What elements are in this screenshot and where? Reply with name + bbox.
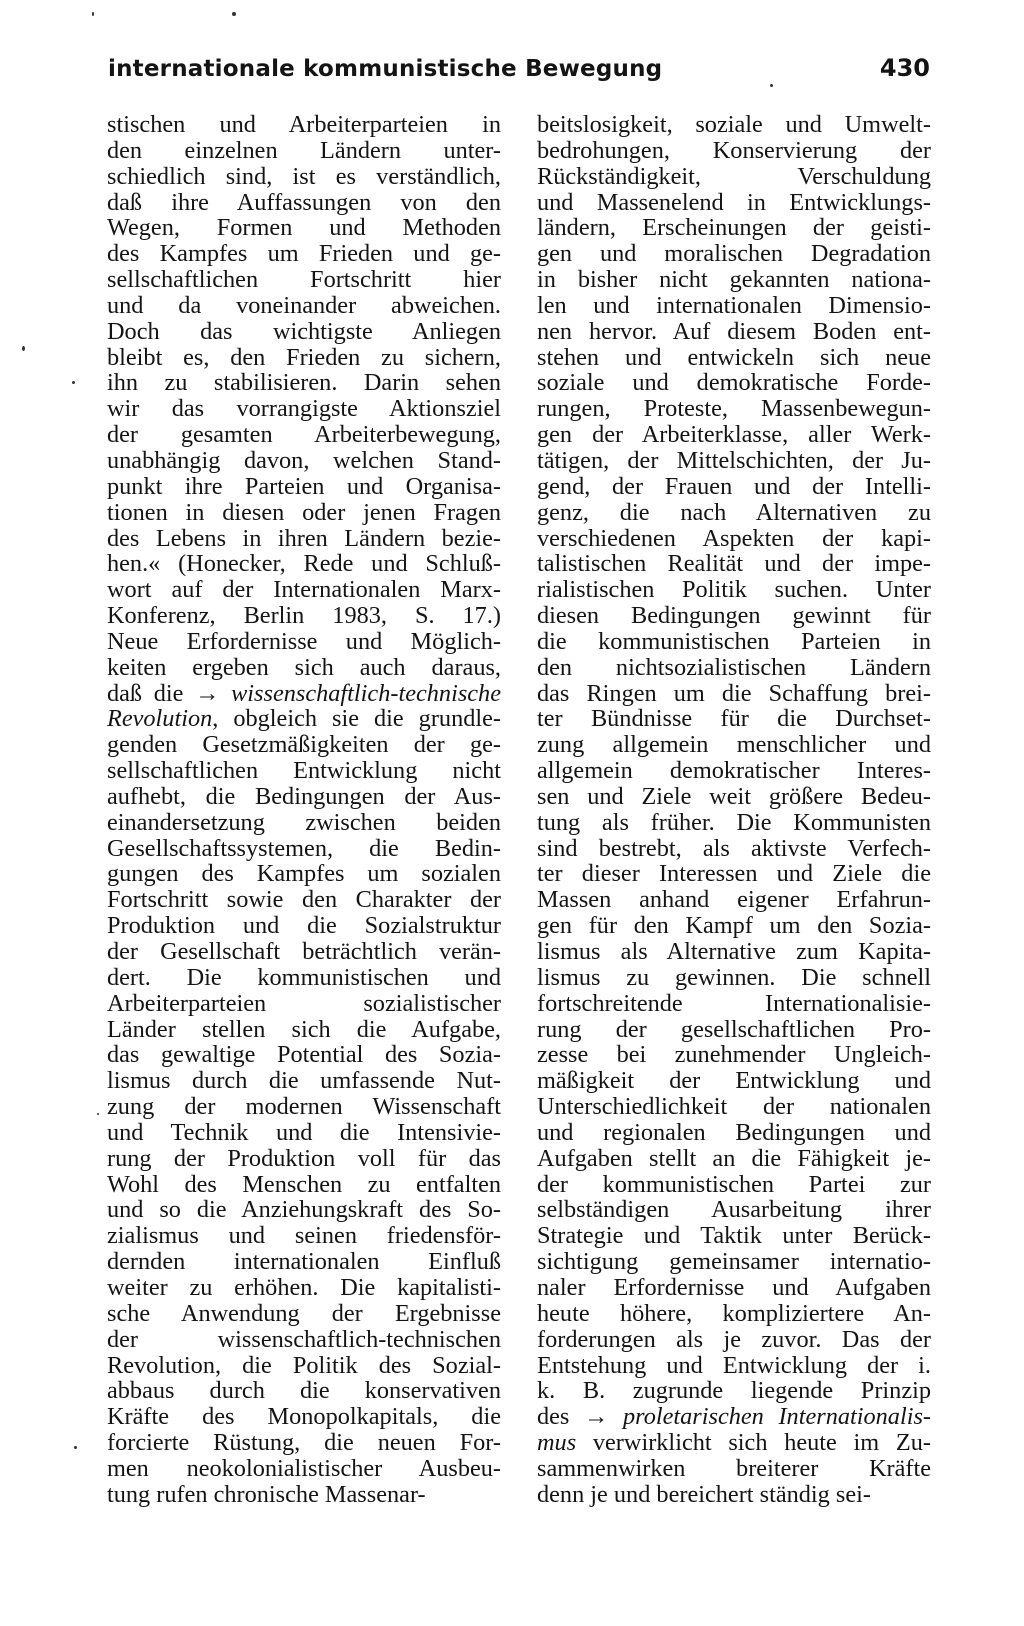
text-segment: talistischen Realität und der impe- xyxy=(537,550,931,578)
text-segment: Revolution, die Politik des Sozial- xyxy=(107,1351,501,1379)
text-line xyxy=(537,526,931,552)
text-segment: des → xyxy=(537,1403,623,1431)
text-segment: daß ihre Auffassungen von den xyxy=(107,188,501,216)
text-segment: sen und Ziele weit größere Bedeu- xyxy=(537,782,931,810)
text-segment: der Gesellschaft beträchtlich verän- xyxy=(107,938,501,965)
text-line xyxy=(537,1120,931,1146)
text-line xyxy=(107,474,501,500)
text-line xyxy=(107,1249,501,1275)
text-line xyxy=(107,732,501,758)
text-line xyxy=(537,887,931,913)
text-line xyxy=(537,991,931,1017)
text-segment: sellschaftlichen Entwicklung nicht xyxy=(107,757,501,785)
text-line xyxy=(107,681,501,707)
text-segment: stehen und entwickeln sich neue xyxy=(537,343,931,371)
scan-speck xyxy=(74,1446,77,1449)
text-segment: Rückständigkeit, Verschuldung xyxy=(537,162,931,190)
text-segment: gend, der Frauen und der Intelli- xyxy=(537,472,931,500)
text-segment: weiter zu erhöhen. Die kapitalisti- xyxy=(107,1273,501,1301)
text-line xyxy=(107,319,501,345)
text-segment: und Massenelend in Entwicklungs- xyxy=(537,188,931,216)
text-line xyxy=(537,474,931,500)
text-line xyxy=(537,758,931,784)
text-segment: Massen anhand eigener Erfahrun- xyxy=(537,886,931,914)
text-line xyxy=(107,396,501,422)
text-segment: gungen des Kampfes um sozialen xyxy=(107,860,501,888)
scan-speck xyxy=(22,346,25,351)
text-segment: Entstehung und Entwicklung der i. xyxy=(537,1351,931,1379)
text-segment: genden Gesetzmäßigkeiten der ge- xyxy=(107,731,501,759)
text-segment: das gewaltige Potential des Sozia- xyxy=(107,1041,501,1069)
text-segment: allgemein demokratischer Interes- xyxy=(537,757,931,785)
text-segment: und Technik und die Intensivie- xyxy=(107,1118,501,1146)
text-line xyxy=(537,1482,931,1508)
text-segment: forcierte Rüstung, die neuen For- xyxy=(107,1429,501,1457)
text-segment: stischen und Arbeiterparteien in xyxy=(107,111,501,138)
text-segment: den einzelnen Ländern unter- xyxy=(107,136,501,164)
text-segment: zialismus und seinen friedensför- xyxy=(107,1222,501,1250)
text-segment: der kommunistischen Partei zur xyxy=(537,1170,931,1198)
text-line xyxy=(107,138,501,164)
text-line xyxy=(107,1456,501,1482)
text-line xyxy=(537,1146,931,1172)
text-line xyxy=(107,112,501,138)
text-segment: Wegen, Formen und Methoden xyxy=(107,214,501,242)
text-line xyxy=(107,784,501,810)
text-segment: abbaus durch die konservativen xyxy=(107,1377,501,1405)
text-line xyxy=(537,1378,931,1404)
text-segment: Kräfte des Monopolkapitals, die xyxy=(107,1403,501,1431)
text-line xyxy=(537,215,931,241)
text-line xyxy=(107,1146,501,1172)
text-line xyxy=(537,112,931,138)
running-head-title: internationale kommunistische Bewegung xyxy=(108,56,663,82)
text-line xyxy=(537,422,931,448)
text-segment: Unterschiedlichkeit der nationalen xyxy=(537,1093,931,1121)
text-line xyxy=(537,1223,931,1249)
text-line xyxy=(537,1068,931,1094)
text-line xyxy=(537,500,931,526)
text-line xyxy=(537,732,931,758)
text-line xyxy=(537,629,931,655)
text-segment: der gesamten Arbeiterbewegung, xyxy=(107,421,501,449)
text-line xyxy=(537,706,931,732)
text-segment: , obgleich sie die grundle- xyxy=(212,705,501,733)
text-segment: lismus zu gewinnen. Die schnell xyxy=(537,963,931,991)
text-line xyxy=(107,887,501,913)
text-segment: ter Bündnisse für die Durchset- xyxy=(537,705,931,733)
text-segment: forderungen als je zuvor. Das der xyxy=(537,1325,931,1353)
text-line xyxy=(537,370,931,396)
text-line xyxy=(107,1301,501,1327)
running-header xyxy=(108,56,930,96)
text-segment: Wohl des Menschen zu entfalten xyxy=(107,1170,501,1198)
italic-term: mus xyxy=(537,1429,577,1457)
text-segment: des Kampfes um Frieden und ge- xyxy=(107,240,501,268)
text-line xyxy=(537,1094,931,1120)
text-segment: sche Anwendung der Ergebnisse xyxy=(107,1299,501,1327)
text-line xyxy=(107,1017,501,1043)
text-line xyxy=(107,965,501,991)
scan-speck xyxy=(232,12,236,16)
text-line xyxy=(107,577,501,603)
text-line xyxy=(537,448,931,474)
text-segment: denn je und bereichert ständig sei- xyxy=(537,1480,871,1508)
text-line xyxy=(107,1327,501,1353)
scan-speck xyxy=(97,1113,99,1115)
text-segment: Arbeiterparteien sozialistischer xyxy=(107,989,501,1017)
text-line xyxy=(107,1404,501,1430)
text-line xyxy=(107,370,501,396)
text-segment: Aufgaben stellt an die Fähigkeit je- xyxy=(537,1144,931,1172)
text-line xyxy=(107,345,501,371)
text-segment: Doch das wichtigste Anliegen xyxy=(107,317,501,345)
text-line xyxy=(107,1223,501,1249)
text-line xyxy=(537,319,931,345)
text-segment: Strategie und Taktik unter Berück- xyxy=(537,1222,931,1250)
text-line xyxy=(537,810,931,836)
text-segment: bleibt es, den Frieden zu sichern, xyxy=(107,343,501,371)
text-segment: gen für den Kampf um den Sozia- xyxy=(537,912,931,940)
text-segment: Produktion und die Sozialstruktur xyxy=(107,912,501,940)
text-segment: daß die → xyxy=(107,679,232,707)
text-line xyxy=(537,551,931,577)
text-line xyxy=(107,448,501,474)
text-line xyxy=(107,500,501,526)
text-line xyxy=(107,913,501,939)
text-segment: rungen, Proteste, Massenbewegun- xyxy=(537,395,931,423)
text-segment: tung rufen chronische Massenar- xyxy=(107,1480,426,1508)
text-line xyxy=(107,1197,501,1223)
text-line xyxy=(537,190,931,216)
text-segment: und so die Anziehungskraft des So- xyxy=(107,1196,501,1224)
text-segment: sellschaftlichen Fortschritt hier xyxy=(107,266,501,294)
text-segment: die kommunistischen Parteien in xyxy=(537,627,931,655)
text-segment: heute höhere, kompliziertere An- xyxy=(537,1299,931,1327)
text-segment: genz, die nach Alternativen zu xyxy=(537,498,931,526)
text-line xyxy=(107,861,501,887)
text-segment: tätigen, der Mittelschichten, der Ju- xyxy=(537,446,931,474)
text-line xyxy=(537,1172,931,1198)
text-line xyxy=(107,1353,501,1379)
text-line xyxy=(107,1172,501,1198)
text-line xyxy=(537,293,931,319)
text-segment: zung der modernen Wissenschaft xyxy=(107,1093,501,1121)
text-line xyxy=(537,1249,931,1275)
text-line xyxy=(537,577,931,603)
text-line xyxy=(107,603,501,629)
text-segment: wir das vorrangigste Aktionsziel xyxy=(107,395,501,423)
text-segment: dert. Die kommunistischen und xyxy=(107,963,501,991)
text-segment: tionen in diesen oder jenen Fragen xyxy=(107,498,501,526)
text-line xyxy=(107,551,501,577)
page-number: 430 xyxy=(879,54,930,82)
text-segment: wort auf der Internationalen Marx- xyxy=(107,576,501,604)
text-line xyxy=(107,293,501,319)
text-line xyxy=(107,422,501,448)
text-segment: den nichtsozialistischen Ländern xyxy=(537,653,931,681)
text-line xyxy=(537,1353,931,1379)
text-line xyxy=(107,1430,501,1456)
text-segment: selbständigen Ausarbeitung ihrer xyxy=(537,1196,931,1224)
text-segment: lismus als Alternative zum Kapita- xyxy=(537,938,931,965)
text-line xyxy=(537,784,931,810)
text-line xyxy=(107,836,501,862)
text-segment: verschiedenen Aspekten der kapi- xyxy=(537,524,931,552)
text-segment: und da voneinander abweichen. xyxy=(107,291,501,319)
text-segment: ihn zu stabilisieren. Darin sehen xyxy=(107,369,501,397)
text-line xyxy=(537,396,931,422)
text-segment: ländern, Erscheinungen der geisti- xyxy=(537,214,931,242)
text-line xyxy=(537,1197,931,1223)
text-line xyxy=(107,164,501,190)
text-line xyxy=(537,965,931,991)
text-line xyxy=(537,1017,931,1043)
text-segment: lismus durch die umfassende Nut- xyxy=(107,1067,501,1095)
italic-term: wissenschaftlich-technische xyxy=(231,679,501,707)
text-line xyxy=(537,861,931,887)
text-line xyxy=(537,1275,931,1301)
text-line xyxy=(107,758,501,784)
text-segment: naler Erfordernisse und Aufgaben xyxy=(537,1273,931,1301)
text-segment: unabhängig davon, welchen Stand- xyxy=(107,446,501,474)
text-segment: keiten ergeben sich auch daraus, xyxy=(107,653,501,681)
text-line xyxy=(107,629,501,655)
text-segment: Länder stellen sich die Aufgabe, xyxy=(107,1015,501,1043)
text-line xyxy=(537,939,931,965)
text-segment: sind bestrebt, als aktivste Verfech- xyxy=(537,834,931,862)
text-line xyxy=(537,241,931,267)
text-segment: Konferenz, Berlin 1983, S. 17.) xyxy=(107,602,501,630)
text-line xyxy=(107,810,501,836)
text-line xyxy=(107,655,501,681)
text-line xyxy=(537,345,931,371)
text-line xyxy=(537,1430,931,1456)
text-line xyxy=(107,1120,501,1146)
text-segment: sichtigung gemeinsamer internatio- xyxy=(537,1248,931,1276)
text-line xyxy=(537,164,931,190)
text-segment: beitslosigkeit, soziale und Umwelt- xyxy=(537,111,931,138)
text-line xyxy=(107,215,501,241)
text-line xyxy=(537,1327,931,1353)
text-segment: Neue Erfordernisse und Möglich- xyxy=(107,627,501,655)
text-line xyxy=(537,655,931,681)
text-segment: dernden internationalen Einfluß xyxy=(107,1248,501,1276)
text-line xyxy=(107,991,501,1017)
scan-speck xyxy=(770,84,773,87)
text-line xyxy=(537,138,931,164)
text-segment: in bisher nicht gekannten nationa- xyxy=(537,266,931,294)
text-line xyxy=(537,836,931,862)
text-segment: k. B. zugrunde liegende Prinzip xyxy=(537,1377,931,1405)
text-line xyxy=(107,939,501,965)
text-column-left xyxy=(107,112,501,1508)
text-segment: rung der gesellschaftlichen Pro- xyxy=(537,1015,931,1043)
text-line xyxy=(537,681,931,707)
text-segment: rialistischen Politik suchen. Unter xyxy=(537,576,931,604)
text-segment: bedrohungen, Konservierung der xyxy=(537,136,931,164)
text-line xyxy=(107,1482,501,1508)
italic-term: proletarischen Internationalis- xyxy=(623,1403,931,1431)
text-line xyxy=(537,913,931,939)
text-segment: einandersetzung zwischen beiden xyxy=(107,808,501,836)
text-segment: verwirklicht sich heute im Zu- xyxy=(576,1429,931,1457)
text-segment: diesen Bedingungen gewinnt für xyxy=(537,602,931,630)
text-line xyxy=(537,1456,931,1482)
text-segment: und regionalen Bedingungen und xyxy=(537,1118,931,1146)
text-line xyxy=(107,1068,501,1094)
text-line xyxy=(107,1094,501,1120)
text-column-right xyxy=(537,112,931,1508)
text-segment: rung der Produktion voll für das xyxy=(107,1144,501,1172)
text-line xyxy=(107,706,501,732)
text-segment: men neokolonialistischer Ausbeu- xyxy=(107,1454,501,1482)
text-line xyxy=(537,1404,931,1430)
scan-speck xyxy=(92,12,94,16)
text-line xyxy=(107,241,501,267)
text-segment: des Lebens in ihren Ländern bezie- xyxy=(107,524,501,552)
text-segment: zung allgemein menschlicher und xyxy=(537,731,931,759)
text-line xyxy=(107,1042,501,1068)
text-line xyxy=(107,1378,501,1404)
italic-term: Revolution xyxy=(107,705,213,733)
text-line xyxy=(107,267,501,293)
text-line xyxy=(537,1301,931,1327)
text-segment: das Ringen um die Schaffung brei- xyxy=(537,679,931,707)
text-line xyxy=(537,267,931,293)
text-segment: mäßigkeit der Entwicklung und xyxy=(537,1067,931,1095)
text-line xyxy=(537,603,931,629)
text-segment: len und internationalen Dimensio- xyxy=(537,291,931,319)
text-segment: gen und moralischen Degradation xyxy=(537,240,931,268)
text-segment: gen der Arbeiterklasse, aller Werk- xyxy=(537,421,931,449)
text-line xyxy=(107,190,501,216)
scan-speck xyxy=(72,381,75,384)
text-segment: tung als früher. Die Kommunisten xyxy=(537,808,931,836)
text-segment: ter dieser Interessen und Ziele die xyxy=(537,860,931,888)
text-segment: Fortschritt sowie den Charakter der xyxy=(107,886,501,914)
text-line xyxy=(537,1042,931,1068)
text-segment: soziale und demokratische Forde- xyxy=(537,369,931,397)
text-line xyxy=(107,1275,501,1301)
text-segment: Gesellschaftssystemen, die Bedin- xyxy=(107,834,501,862)
text-segment: schiedlich sind, ist es verständlich, xyxy=(107,162,501,190)
text-segment: zesse bei zunehmender Ungleich- xyxy=(537,1041,931,1069)
text-segment: hen.« (Honecker, Rede und Schluß- xyxy=(107,550,501,578)
text-segment: punkt ihre Parteien und Organisa- xyxy=(107,472,501,500)
text-segment: aufhebt, die Bedingungen der Aus- xyxy=(107,782,501,810)
text-segment: der wissenschaftlich-technischen xyxy=(107,1325,501,1353)
text-line xyxy=(107,526,501,552)
text-segment: fortschreitende Internationalisie- xyxy=(537,989,931,1017)
text-segment: sammenwirken breiterer Kräfte xyxy=(537,1454,931,1482)
text-segment: nen hervor. Auf diesem Boden ent- xyxy=(537,317,931,345)
